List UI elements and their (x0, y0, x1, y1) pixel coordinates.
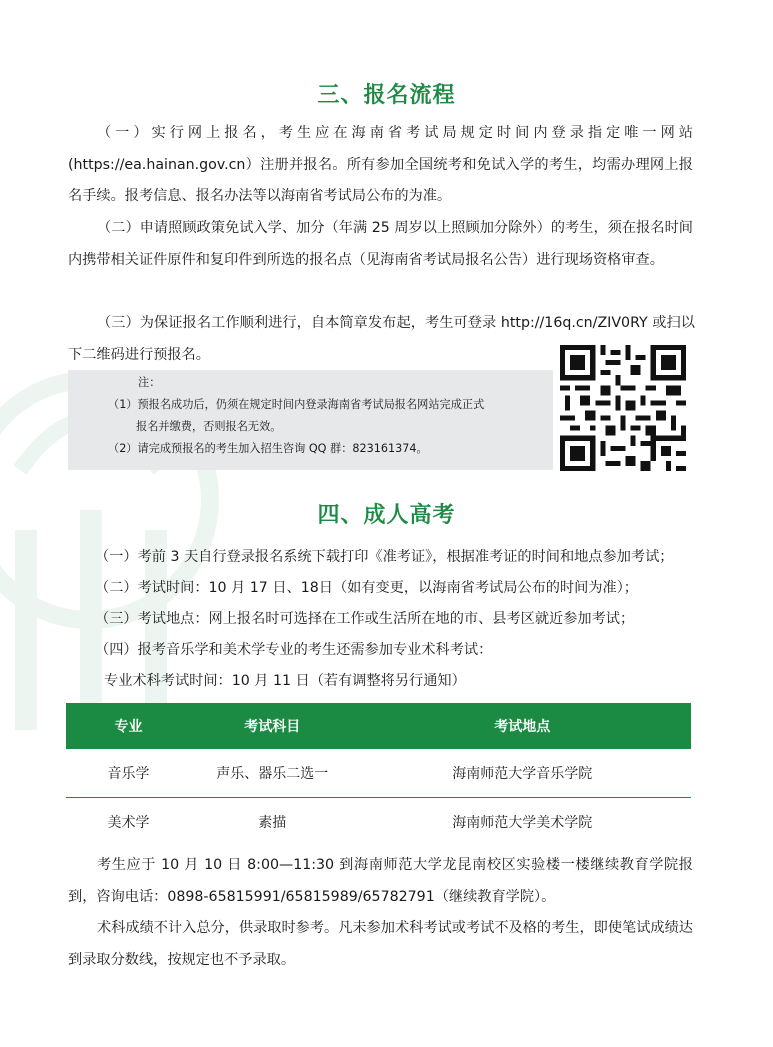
table-header-location: 考试地点 (354, 703, 692, 749)
exam-schedule-table (66, 703, 691, 846)
paragraph-exemption: （二）申请照顾政策免试入学、加分（年满 25 周岁以上照顾加分除外）的考生，须在报名时间内携带相关证件原件和复印件到所选的报名点（见海南省考试局报名公告）进行现场资格审查。 (68, 220, 693, 268)
table-row (66, 798, 691, 847)
paragraph-report-info: 考生应于 10 月 10 日 8:00—11:30 到海南师范大学龙昆南校区实验楼一楼继续教育学院报到，咨询电话：0898-65815991/65815989/65782791（继续教育学院）。 (68, 857, 693, 905)
qr-code-icon[interactable] (560, 345, 686, 471)
paragraph-online-registration: （一）实行网上报名，考生应在海南省考试局规定时间内登录指定唯一网站 (https://ea.hainan.gov.cn）注册并报名。所有参加全国统考和免试入学的考生，均需办理网上报名手续。报考信息、报名办法等以海南省考试局公布的为准。 (68, 125, 693, 204)
section-title-registration: 三、报名流程 (317, 83, 456, 108)
table-header-row (66, 703, 691, 749)
table-cell-subject: 声乐、器乐二选一 (191, 749, 354, 798)
table-row (66, 749, 691, 798)
table-cell-subject: 素描 (258, 815, 287, 831)
table-cell-location: 海南师范大学美术学院 (452, 815, 593, 831)
note-item-1: （1）预报名成功后，仍须在规定时间内登录海南省考试局报名网站完成正式 (108, 398, 485, 411)
table-header-major: 专业 (66, 703, 191, 749)
exam-item-4: （四）报考音乐学和美术学专业的考生还需参加专业术科考试： (95, 642, 493, 658)
table-cell-major: 美术学 (107, 815, 150, 831)
note-item-2: （2）请完成预报名的考生加入招生咨询 QQ 群：823161374。 (108, 442, 428, 455)
exam-item-3: （三）考试地点：网上报名时可选择在工作或生活所在地的市、县考区就近参加考试； (95, 611, 635, 627)
exam-item-2: （二）考试时间：10 月 17 日、18日（如有变更，以海南省考试局公布的时间为准）； (95, 580, 638, 596)
paragraph-pre-registration: （三）为保证报名工作顺利进行，自本简章发布起，考生可登录 http://16q.cn/ZIV0RY 或扫以下二维码进行预报名。 (68, 315, 695, 363)
table-header-subject: 考试科目 (191, 703, 354, 749)
note-box (68, 370, 553, 470)
table-cell-major: 音乐学 (66, 749, 191, 798)
note-item-1-cont: 报名并缴费，否则报名无效。 (136, 420, 282, 433)
exam-time-note: 专业术科考试时间：10 月 11 日（若有调整将另行通知） (104, 673, 466, 689)
table-cell-location: 海南师范大学音乐学院 (354, 749, 692, 798)
exam-item-1: （一）考前 3 天自行登录报名系统下载打印《准考证》，根据准考证的时间和地点参加考试； (95, 549, 674, 565)
section-title-adult-exam: 四、成人高考 (317, 503, 456, 528)
paragraph-score-rules: 术科成绩不计入总分，供录取时参考。凡未参加术科考试或考试不及格的考生，即使笔试成绩达到录取分数线，按规定也不予录取。 (68, 920, 693, 968)
note-title: 注： (138, 376, 161, 389)
